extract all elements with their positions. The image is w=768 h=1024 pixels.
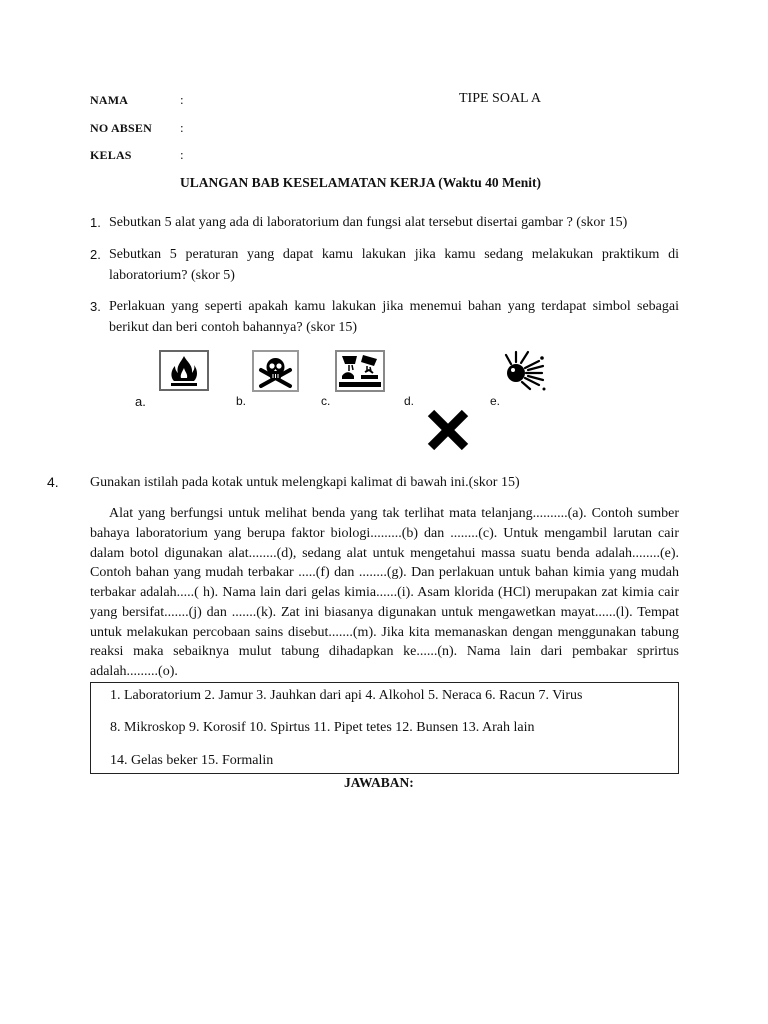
symbol-a-frame: [159, 350, 209, 391]
symbol-label-e: e.: [490, 394, 501, 408]
absen-colon: :: [180, 120, 184, 135]
absen-label: NO ABSEN: [90, 121, 152, 135]
harmful-x-icon: [427, 409, 469, 451]
term-options-box: [90, 682, 679, 774]
symbol-c-frame: [335, 350, 385, 392]
page-title: ULANGAN BAB KESELAMATAN KERJA (Waktu 40 Menit): [180, 175, 542, 190]
tipe-soal: TIPE SOAL A: [459, 91, 541, 106]
options-line: 8. Mikroskop 9. Korosif 10. Spirtus 11. Pipet tetes 12. Bunsen 13. Arah lain: [110, 720, 535, 735]
question-4-instruction: Gunakan istilah pada kotak untuk melengkapi kalimat di bawah ini.(skor 15): [90, 475, 520, 490]
fill-in-paragraph: Alat yang berfungsi untuk melihat benda yang tak terlihat mata telanjang..........(a). Contoh sumber bahaya laboratorium yang berupa faktor biologi.........(b) dan ........(c). Untuk mengambil larutan cair dalam botol digunakan alat........(d), sedang alat untuk mengetahui massa suatu benda adalah........(e). Contoh bahan yang mudah terbakar .....(f) dan ........(g). Dan perlakuan untuk bahan kimia yang mudah terbakar adalah.....( h). Nama lain dari gelas kimia......(i). Asam klorida (HCl) merupakan zat kimia cair yang bersifat.......(j) dan .......(k). Zat ini biasanya digunakan untuk mengawetkan mayat......(l). Tempat untuk melakukan percobaan sains disebut.......(m). Jika kita memanaskan dengan menggunakan tabung reaksi maka sebaiknya mulut tabung dihadapkan ke......(n). Nama lain dari pembakar sprirtus adalah.........(o).: [90, 506, 679, 679]
question-text: Perlakuan yang seperti apakah kamu lakukan jika menemui bahan yang terdapat simbol sebagai berikut dan beri contoh bahannya? (skor 15): [109, 299, 679, 335]
symbol-label-a: a.: [135, 394, 146, 409]
explosive-icon: [502, 349, 546, 391]
toxic-skull-icon: [254, 352, 297, 390]
symbol-label-b: b.: [236, 394, 247, 408]
kelas-colon: :: [180, 147, 184, 162]
question-text: Sebutkan 5 peraturan yang dapat kamu lakukan jika kamu sedang melakukan praktikum di laboratorium? (skor 5): [109, 247, 679, 283]
kelas-label: KELAS: [90, 148, 132, 162]
options-line: 1. Laboratorium 2. Jamur 3. Jauhkan dari api 4. Alkohol 5. Neraca 6. Racun 7. Virus: [110, 688, 583, 703]
symbol-label-c: c.: [321, 394, 331, 408]
question-number: 1.: [90, 215, 101, 230]
question-number: 3.: [90, 299, 101, 314]
symbol-e-frame: [502, 349, 546, 391]
symbol-d-frame: [427, 409, 469, 451]
corrosive-icon: [337, 352, 383, 390]
name-colon: :: [180, 92, 184, 107]
answer-label: JAWABAN:: [344, 775, 414, 790]
question-text: Sebutkan 5 alat yang ada di laboratorium dan fungsi alat tersebut disertai gambar ? (skor 15): [109, 215, 628, 230]
question-number: 4.: [47, 474, 59, 490]
flammable-icon: [161, 352, 207, 389]
question-number: 2.: [90, 247, 101, 262]
symbol-label-d: d.: [404, 394, 415, 408]
symbol-b-frame: [252, 350, 299, 392]
name-label: NAMA: [90, 93, 129, 107]
options-line: 14. Gelas beker 15. Formalin: [110, 753, 274, 768]
